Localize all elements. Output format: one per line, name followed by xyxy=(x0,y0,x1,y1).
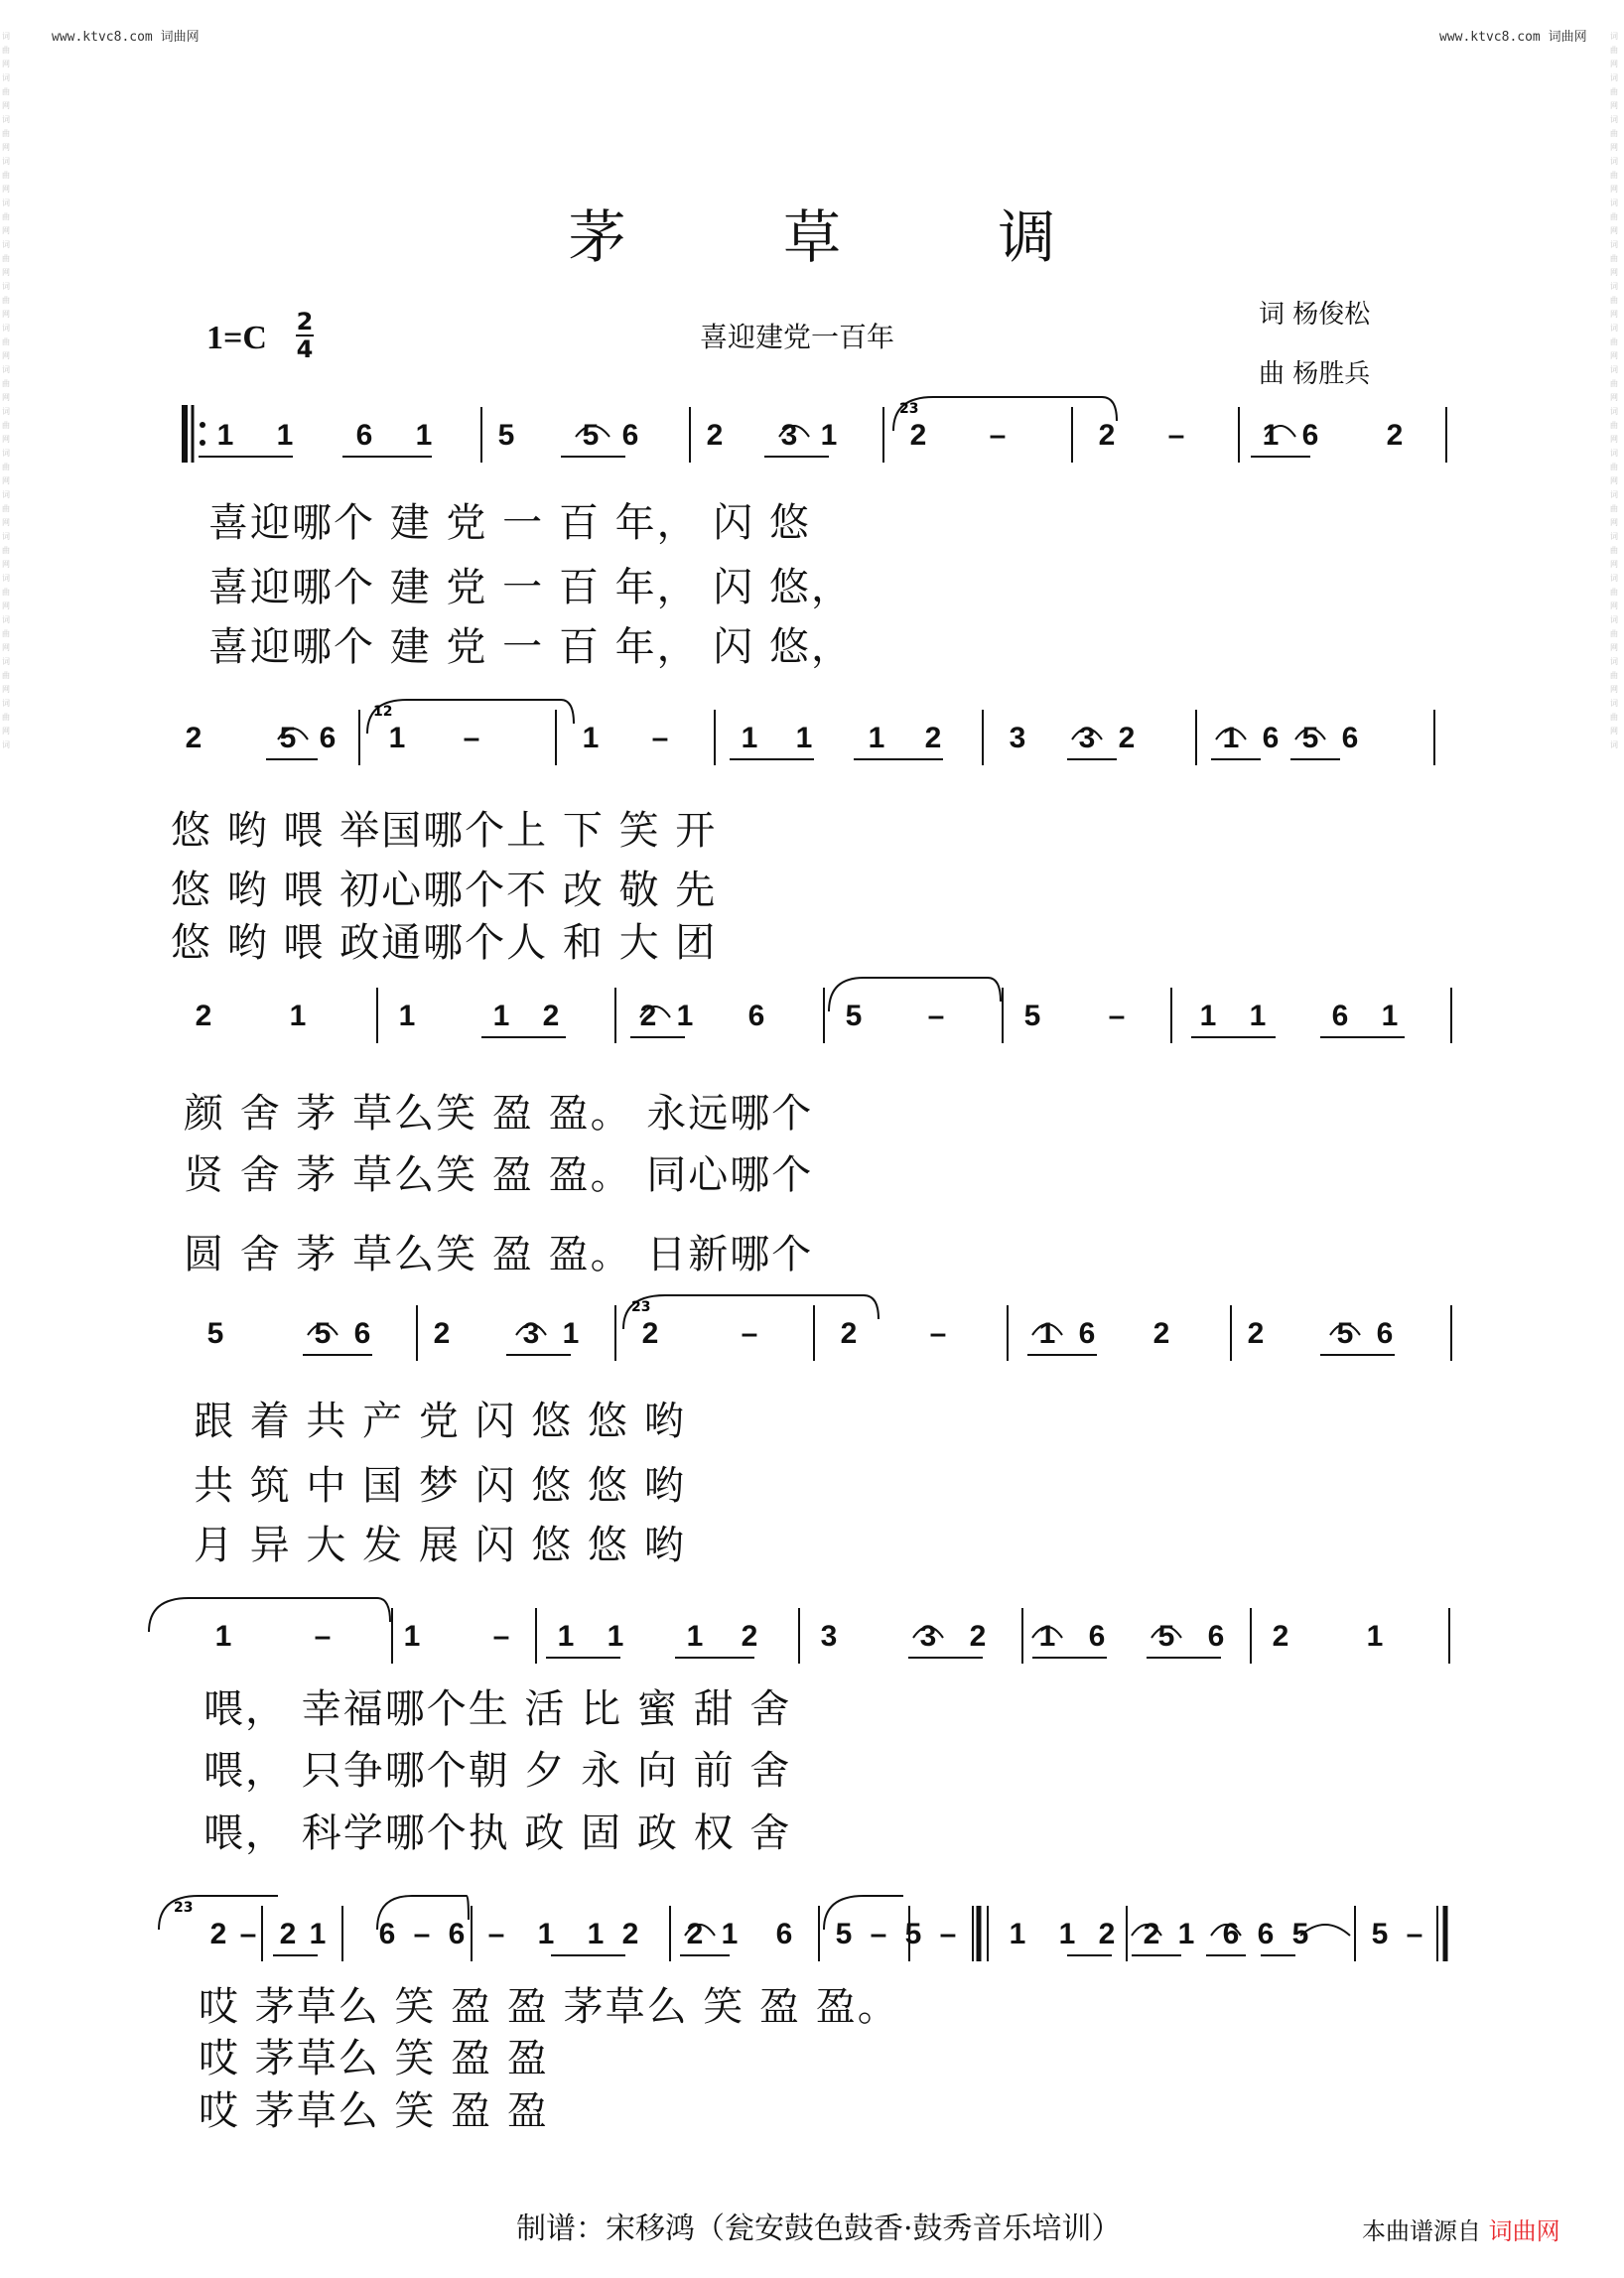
note: 1 xyxy=(582,722,600,754)
watermark-glyph: 曲 xyxy=(2,588,10,597)
note: 1 xyxy=(1038,1620,1056,1653)
watermark-glyph: 词 xyxy=(2,73,10,82)
watermark-glyph: 网 xyxy=(2,643,10,652)
note: 1 xyxy=(1199,1000,1217,1032)
watermark-glyph: 网 xyxy=(2,476,10,485)
note: 6 xyxy=(378,1918,396,1950)
watermark-glyph: 词 xyxy=(2,657,10,666)
note: 1 xyxy=(676,1000,694,1032)
watermark-glyph: 曲 xyxy=(1610,46,1618,55)
note: – xyxy=(929,1317,947,1350)
watermark-glyph: 曲 xyxy=(2,337,10,346)
note: 1 xyxy=(721,1918,739,1950)
watermark-glyph: 词 xyxy=(1610,324,1618,333)
watermark-glyph: 曲 xyxy=(2,713,10,722)
meter-bottom: 4 xyxy=(296,335,314,363)
note: 2 xyxy=(840,1317,858,1350)
note: 3 xyxy=(1009,722,1026,754)
key-signature: 1=C xyxy=(206,320,267,356)
watermark-glyph: 曲 xyxy=(2,629,10,638)
watermark-glyph: 曲 xyxy=(1610,504,1618,513)
watermark-glyph: 曲 xyxy=(2,212,10,221)
note: 1 xyxy=(1009,1918,1026,1950)
lyric-line: 悠 哟 喂 政通哪个人 和 大 团 xyxy=(171,920,718,966)
watermark-glyph: 网 xyxy=(1610,101,1618,110)
watermark-glyph: 网 xyxy=(2,518,10,527)
watermark-glyph: 曲 xyxy=(1610,421,1618,430)
note: 1 xyxy=(403,1620,421,1653)
watermark-glyph: 网 xyxy=(2,143,10,152)
note: – xyxy=(939,1918,957,1950)
watermark-glyph: 词 xyxy=(2,240,10,249)
note: 6 xyxy=(1301,419,1319,452)
note: 1 xyxy=(214,1620,232,1653)
note: 6 xyxy=(1341,722,1359,754)
note: 5 xyxy=(845,1000,863,1032)
watermark-glyph: 网 xyxy=(1610,476,1618,485)
watermark-glyph: 网 xyxy=(1610,602,1618,610)
lyric-line: 喂， 幸福哪个生 活 比 蜜 甜 舍 xyxy=(203,1686,792,1732)
note: 2 xyxy=(1098,1918,1116,1950)
note: 1 xyxy=(309,1918,327,1950)
note: 6 xyxy=(355,419,373,452)
note: 1 xyxy=(607,1620,624,1653)
watermark-glyph: 词 xyxy=(1610,699,1618,708)
note: – xyxy=(741,1317,758,1350)
note: 1 xyxy=(398,1000,416,1032)
note: 1 xyxy=(1249,1000,1267,1032)
note: 5 xyxy=(314,1317,332,1350)
notation-row-3 xyxy=(179,978,1459,1057)
note: 6 xyxy=(1262,722,1280,754)
note: 1 xyxy=(289,1000,307,1032)
note: – xyxy=(492,1620,510,1653)
note: 1 xyxy=(276,419,294,452)
watermark-glyph: 曲 xyxy=(1610,87,1618,96)
note: – xyxy=(870,1918,887,1950)
lyric-line: 跟 着 共 产 党 闪 悠 悠 哟 xyxy=(194,1399,686,1444)
note: 1 xyxy=(795,722,813,754)
watermark-glyph: 词 xyxy=(2,449,10,458)
composer-credit: 曲 杨胜兵 xyxy=(1259,359,1371,389)
note: 1 xyxy=(741,722,758,754)
note: 6 xyxy=(1207,1620,1225,1653)
lyric-line: 喜迎哪个 建 党 一 百 年， 闪 悠， xyxy=(208,624,854,670)
watermark-glyph: 曲 xyxy=(2,463,10,471)
note: 2 xyxy=(1143,1918,1160,1950)
note: 5 xyxy=(1157,1620,1175,1653)
watermark-glyph: 词 xyxy=(1610,449,1618,458)
svg-text:23: 23 xyxy=(174,1900,194,1916)
note: 5 xyxy=(1291,1918,1309,1950)
time-signature xyxy=(296,310,314,361)
note: 5 xyxy=(1371,1918,1389,1950)
watermark-glyph: 曲 xyxy=(1610,629,1618,638)
note: 2 xyxy=(1152,1317,1170,1350)
watermark-glyph: 网 xyxy=(1610,226,1618,235)
note: 5 xyxy=(582,419,600,452)
lyric-line: 悠 哟 喂 初心哪个不 改 敬 先 xyxy=(171,868,718,913)
watermark-glyph: 曲 xyxy=(2,296,10,305)
svg-text:23: 23 xyxy=(631,1299,651,1315)
note: 1 xyxy=(415,419,433,452)
note: 1 xyxy=(562,1317,580,1350)
note: – xyxy=(651,722,669,754)
watermark-glyph: 网 xyxy=(1610,60,1618,68)
note: 5 xyxy=(1336,1317,1354,1350)
watermark-glyph: 词 xyxy=(1610,740,1618,749)
note: 6 xyxy=(1088,1620,1106,1653)
note: 1 xyxy=(1222,722,1240,754)
watermark-glyph: 曲 xyxy=(1610,671,1618,680)
note: 6 xyxy=(353,1317,371,1350)
note: 2 xyxy=(741,1620,758,1653)
note: 2 xyxy=(1098,419,1116,452)
source-label: 本曲谱源自 xyxy=(1362,2217,1481,2245)
watermark-glyph: 网 xyxy=(1610,143,1618,152)
note: – xyxy=(989,419,1007,452)
watermark-glyph: 网 xyxy=(2,602,10,610)
watermark-glyph: 词 xyxy=(2,324,10,333)
watermark-glyph: 网 xyxy=(2,185,10,194)
note: 6 xyxy=(621,419,639,452)
note: 3 xyxy=(780,419,798,452)
lyric-line: 贤 舍 茅 草么笑 盈 盈。 同心哪个 xyxy=(184,1152,814,1198)
note: – xyxy=(239,1918,257,1950)
lyric-line: 哎 茅草么 笑 盈 盈 xyxy=(199,2036,549,2081)
watermark-glyph: 网 xyxy=(2,560,10,569)
note: 2 xyxy=(969,1620,987,1653)
watermark-glyph: 词 xyxy=(1610,657,1618,666)
note: 2 xyxy=(639,1000,657,1032)
watermark-glyph: 网 xyxy=(2,351,10,360)
watermark-glyph: 曲 xyxy=(2,546,10,555)
note: 2 xyxy=(924,722,942,754)
notation-row-1 xyxy=(179,397,1459,476)
note: 5 xyxy=(904,1918,922,1950)
note: 2 xyxy=(1118,722,1136,754)
watermark-glyph: 词 xyxy=(2,407,10,416)
lyric-line: 月 异 大 发 展 闪 悠 悠 哟 xyxy=(194,1523,686,1568)
watermark-glyph: 网 xyxy=(2,727,10,736)
watermark-glyph: 网 xyxy=(1610,185,1618,194)
watermark-glyph: 曲 xyxy=(2,46,10,55)
watermark-glyph: 网 xyxy=(1610,310,1618,319)
note: – xyxy=(1406,1918,1423,1950)
watermark-glyph: 词 xyxy=(1610,365,1618,374)
note: – xyxy=(1108,1000,1126,1032)
note: 6 xyxy=(747,1000,765,1032)
watermark-glyph: 曲 xyxy=(1610,254,1618,263)
note: 6 xyxy=(1222,1918,1240,1950)
watermark-glyph: 网 xyxy=(1610,268,1618,277)
note: 2 xyxy=(706,419,724,452)
watermark-glyph: 曲 xyxy=(2,129,10,138)
note: 2 xyxy=(686,1918,704,1950)
watermark-glyph: 曲 xyxy=(2,379,10,388)
lyric-line: 哎 茅草么 笑 盈 盈 xyxy=(199,2088,549,2134)
note: – xyxy=(1167,419,1185,452)
watermark-glyph: 词 xyxy=(1610,490,1618,499)
watermark-glyph: 网 xyxy=(1610,435,1618,444)
watermark-glyph: 词 xyxy=(2,365,10,374)
watermark-glyph: 曲 xyxy=(1610,212,1618,221)
note: 6 xyxy=(775,1918,793,1950)
note: 1 xyxy=(587,1918,605,1950)
note: 1 xyxy=(868,722,885,754)
note: 1 xyxy=(820,419,838,452)
lyric-line: 圆 舍 茅 草么笑 盈 盈。 日新哪个 xyxy=(184,1232,814,1277)
watermark-glyph: 词 xyxy=(2,615,10,624)
watermark-glyph: 词 xyxy=(2,574,10,583)
watermark-glyph: 曲 xyxy=(2,254,10,263)
note: 1 xyxy=(1381,1000,1399,1032)
watermark-glyph: 词 xyxy=(2,699,10,708)
lyric-line: 共 筑 中 国 梦 闪 悠 悠 哟 xyxy=(194,1463,686,1509)
note: 1 xyxy=(686,1620,704,1653)
note: 1 xyxy=(1177,1918,1195,1950)
note: 1 xyxy=(537,1918,555,1950)
notation-row-2 xyxy=(179,700,1459,779)
note: 2 xyxy=(433,1317,451,1350)
watermark-glyph: 网 xyxy=(1610,560,1618,569)
watermark-glyph: 词 xyxy=(2,490,10,499)
notation-row-5 xyxy=(179,1598,1459,1677)
lyric-line: 悠 哟 喂 举国哪个上 下 笑 开 xyxy=(171,808,718,854)
note: 1 xyxy=(1366,1620,1384,1653)
lyric-line: 喜迎哪个 建 党 一 百 年， 闪 悠， xyxy=(208,565,854,610)
watermark-glyph: 网 xyxy=(2,101,10,110)
note: 2 xyxy=(909,419,927,452)
note: 1 xyxy=(492,1000,510,1032)
note: 6 xyxy=(1257,1918,1275,1950)
watermark-glyph: 词 xyxy=(1610,574,1618,583)
note: 5 xyxy=(279,722,297,754)
note: 6 xyxy=(1376,1317,1394,1350)
lyric-line: 颜 舍 茅 草么笑 盈 盈。 永远哪个 xyxy=(184,1091,814,1137)
lyricist-credit: 词 杨俊松 xyxy=(1259,300,1371,330)
notation-row-6 xyxy=(174,1896,1459,1975)
note: 2 xyxy=(1247,1317,1265,1350)
note: – xyxy=(927,1000,945,1032)
arranger-credit: 制谱：宋移鸿（瓮安鼓色鼓香·鼓秀音乐培训） xyxy=(516,2211,1122,2246)
lyric-line: 喂， 科学哪个执 政 固 政 权 舍 xyxy=(203,1810,792,1856)
watermark-glyph: 词 xyxy=(1610,73,1618,82)
watermark-glyph: 网 xyxy=(1610,351,1618,360)
watermark-glyph: 网 xyxy=(2,685,10,694)
source-note xyxy=(1362,2211,1560,2246)
watermark-glyph: 曲 xyxy=(1610,129,1618,138)
note: 3 xyxy=(919,1620,937,1653)
watermark-glyph: 词 xyxy=(2,32,10,41)
watermark-glyph: 网 xyxy=(1610,518,1618,527)
watermark-glyph: 网 xyxy=(2,226,10,235)
watermark-glyph: 词 xyxy=(2,282,10,291)
header-source-right: www.ktvc8.com 词曲网 xyxy=(1439,30,1587,45)
left-watermark-strip xyxy=(2,30,12,2253)
watermark-glyph: 曲 xyxy=(1610,546,1618,555)
note: 2 xyxy=(1386,419,1404,452)
watermark-glyph: 曲 xyxy=(2,504,10,513)
watermark-glyph: 词 xyxy=(1610,32,1618,41)
watermark-glyph: 曲 xyxy=(2,171,10,180)
note: – xyxy=(413,1918,431,1950)
note: 2 xyxy=(1272,1620,1289,1653)
note: 6 xyxy=(319,722,337,754)
note: – xyxy=(487,1918,505,1950)
note: 1 xyxy=(557,1620,575,1653)
note: 6 xyxy=(1078,1317,1096,1350)
watermark-glyph: 曲 xyxy=(1610,588,1618,597)
note: 1 xyxy=(1038,1317,1056,1350)
note: 3 xyxy=(820,1620,838,1653)
watermark-glyph: 曲 xyxy=(1610,171,1618,180)
watermark-glyph: 网 xyxy=(2,435,10,444)
watermark-glyph: 词 xyxy=(2,115,10,124)
watermark-glyph: 网 xyxy=(1610,727,1618,736)
watermark-glyph: 曲 xyxy=(2,671,10,680)
note: – xyxy=(463,722,480,754)
watermark-glyph: 曲 xyxy=(1610,296,1618,305)
watermark-glyph: 词 xyxy=(2,157,10,166)
note: 5 xyxy=(206,1317,224,1350)
notation-row-4 xyxy=(179,1295,1459,1375)
note: 3 xyxy=(522,1317,540,1350)
watermark-glyph: 网 xyxy=(1610,393,1618,402)
svg-text:23: 23 xyxy=(899,401,919,417)
watermark-glyph: 曲 xyxy=(1610,379,1618,388)
watermark-glyph: 词 xyxy=(1610,282,1618,291)
right-watermark-strip xyxy=(1610,30,1620,2253)
note: 2 xyxy=(641,1317,659,1350)
note: 5 xyxy=(497,419,515,452)
note: 2 xyxy=(185,722,203,754)
watermark-glyph: 网 xyxy=(1610,685,1618,694)
watermark-glyph: 词 xyxy=(2,199,10,207)
watermark-glyph: 词 xyxy=(1610,240,1618,249)
watermark-glyph: 词 xyxy=(1610,407,1618,416)
watermark-glyph: 网 xyxy=(2,268,10,277)
watermark-glyph: 网 xyxy=(1610,643,1618,652)
note: 1 xyxy=(388,722,406,754)
watermark-glyph: 词 xyxy=(1610,157,1618,166)
note: 5 xyxy=(1023,1000,1041,1032)
header-source-left: www.ktvc8.com 词曲网 xyxy=(52,30,200,45)
watermark-glyph: 词 xyxy=(1610,115,1618,124)
note: 1 xyxy=(1262,419,1280,452)
watermark-glyph: 曲 xyxy=(2,87,10,96)
lyric-line: 喜迎哪个 建 党 一 百 年， 闪 悠 xyxy=(208,500,812,546)
meter-top: 2 xyxy=(296,308,314,335)
note: 1 xyxy=(1058,1918,1076,1950)
page-title: 茅 草 调 xyxy=(568,203,1126,271)
source-site-link[interactable]: 词曲网 xyxy=(1488,2217,1560,2245)
note: 6 xyxy=(448,1918,466,1950)
watermark-glyph: 网 xyxy=(2,310,10,319)
watermark-glyph: 曲 xyxy=(1610,463,1618,471)
note: 5 xyxy=(1301,722,1319,754)
note: 2 xyxy=(621,1918,639,1950)
note: 2 xyxy=(279,1918,297,1950)
watermark-glyph: 词 xyxy=(1610,532,1618,541)
note: 5 xyxy=(835,1918,853,1950)
watermark-glyph: 曲 xyxy=(2,421,10,430)
watermark-glyph: 词 xyxy=(1610,199,1618,207)
watermark-glyph: 词 xyxy=(1610,615,1618,624)
note: 3 xyxy=(1078,722,1096,754)
note: 1 xyxy=(216,419,234,452)
watermark-glyph: 网 xyxy=(2,393,10,402)
watermark-glyph: 词 xyxy=(2,532,10,541)
lyric-line: 喂， 只争哪个朝 夕 永 向 前 舍 xyxy=(203,1748,792,1794)
watermark-glyph: 曲 xyxy=(1610,713,1618,722)
note: 2 xyxy=(542,1000,560,1032)
watermark-glyph: 曲 xyxy=(1610,337,1618,346)
note: – xyxy=(314,1620,332,1653)
lyric-line: 哎 茅草么 笑 盈 盈 茅草么 笑 盈 盈。 xyxy=(199,1984,899,2030)
note: 2 xyxy=(209,1918,227,1950)
watermark-glyph: 词 xyxy=(2,740,10,749)
svg-text:12: 12 xyxy=(373,704,393,720)
watermark-glyph: 网 xyxy=(2,60,10,68)
note: 2 xyxy=(195,1000,212,1032)
note: 6 xyxy=(1331,1000,1349,1032)
subtitle: 喜迎建党一百年 xyxy=(700,321,895,353)
